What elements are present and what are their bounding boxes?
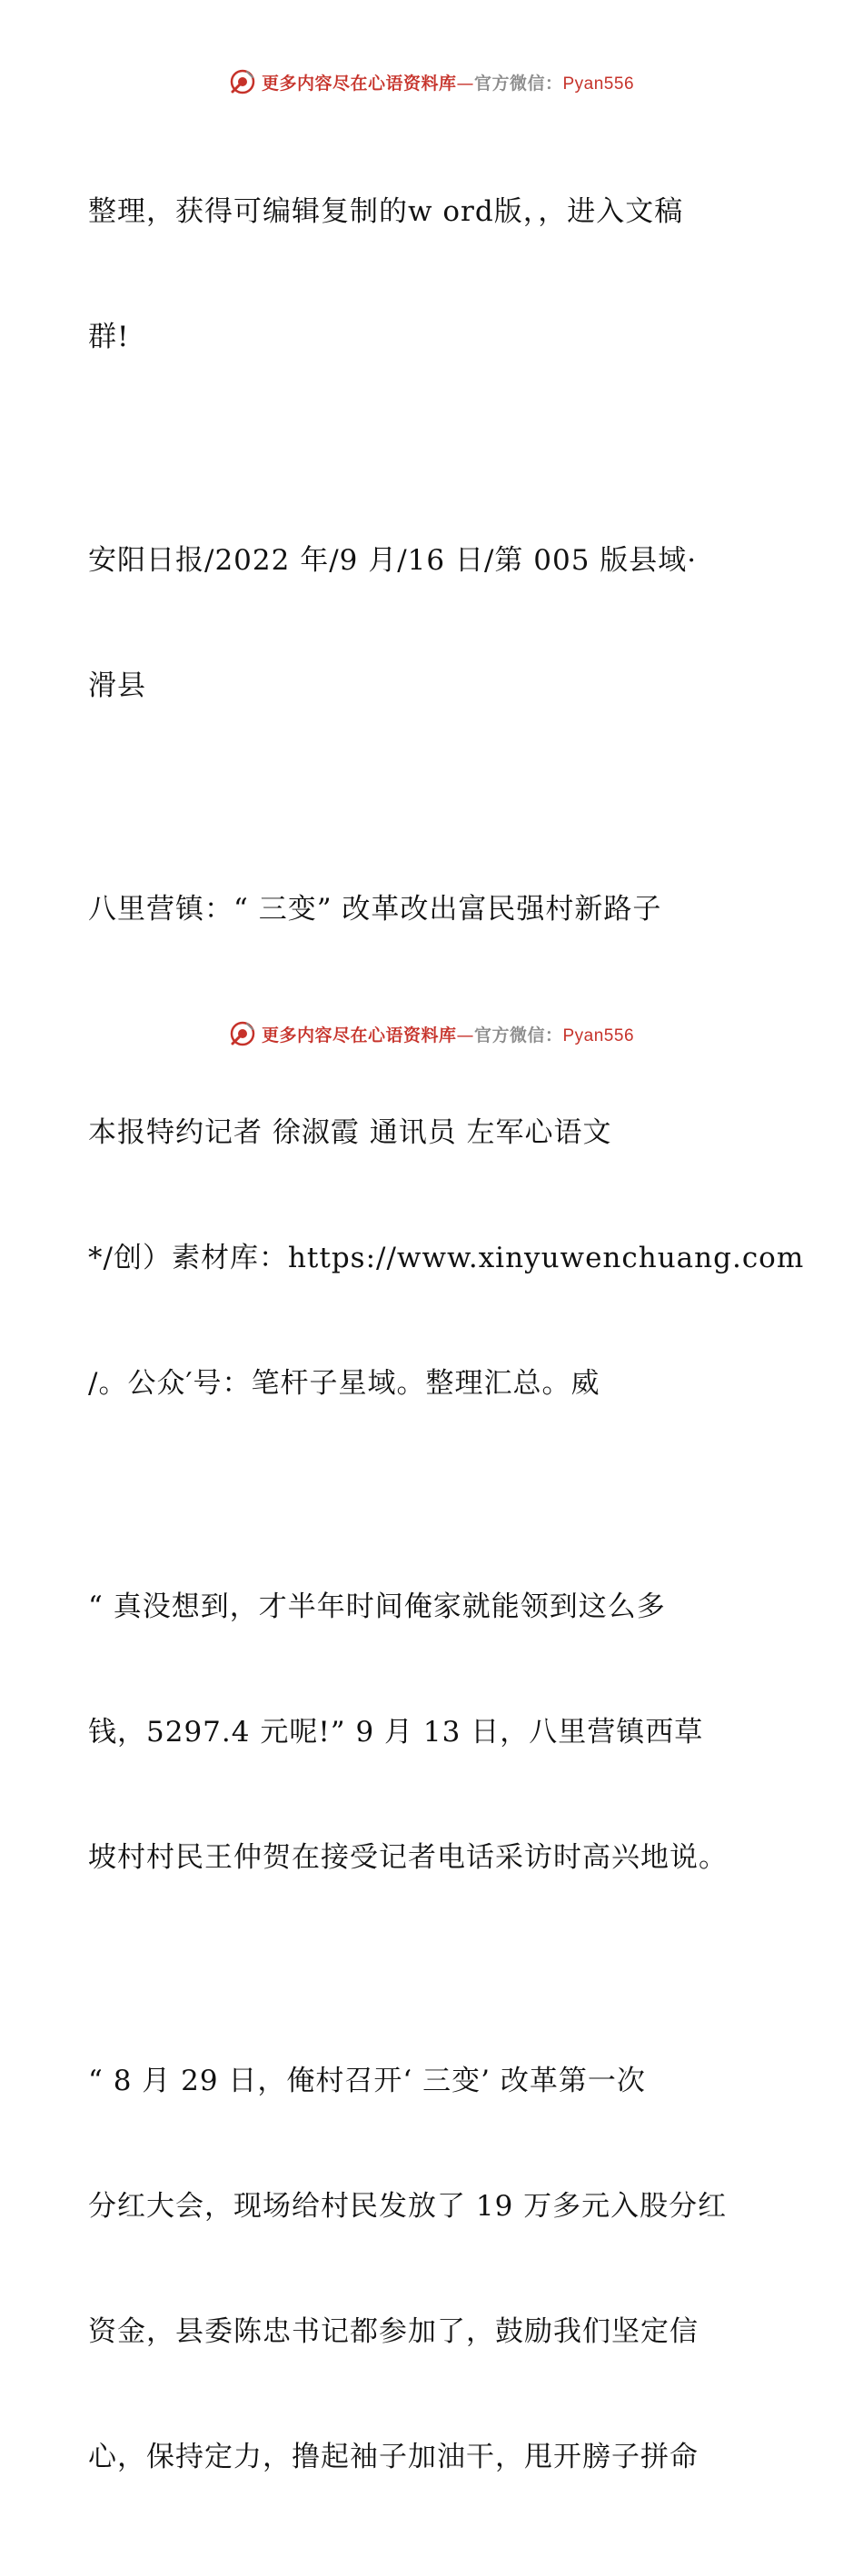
watermark-text: 更多内容尽在心语资料库—官方微信：Pyan556 (261, 73, 635, 94)
paragraph-quote-1: “ 真没想到，才半年时间俺家就能领到这么多 钱，5297.4 元呢!” 9 月 13 日，八里营镇西草 坡村村民王仲贺在接受记者电话采访时高兴地说。 (88, 1590, 728, 1874)
watermark-text: 更多内容尽在心语资料库—官方微信：Pyan556 (261, 1025, 635, 1045)
header-watermark (0, 64, 863, 100)
article-title: 八里营镇：“ 三变” 改革改出富民强村新路子 (88, 893, 662, 926)
footer-watermark (0, 1016, 863, 1052)
paragraph-source: 安阳日报/2022 年/9 月/16 日/第 005 版县域· 滑县 (88, 544, 698, 702)
paragraph-quote-2: “ 8 月 29 日，俺村召开‘ 三变’ 改革第一次 分红大会，现场给村民发放了 19 万多元入股分红 资金，县委陈忠书记都参加了，鼓励我们坚定信 心，保持定力，撸起袖子加油干，甩开膀子拼命 (88, 2065, 728, 2473)
pen-logo-icon (229, 68, 256, 95)
paragraph-byline: 本报特约记者 徐淑霞 通讯员 左军心语文 */创）素材库：https://www.xinyuwenchuang.com /。公众′号：笔杆子星域。整理汇总。威 (88, 1116, 805, 1400)
pen-logo-icon (229, 1020, 256, 1047)
paragraph-intro: 整理，获得可编辑复制的w ord版，，进入文稿 群! (88, 195, 684, 353)
document-body (88, 107, 805, 2576)
